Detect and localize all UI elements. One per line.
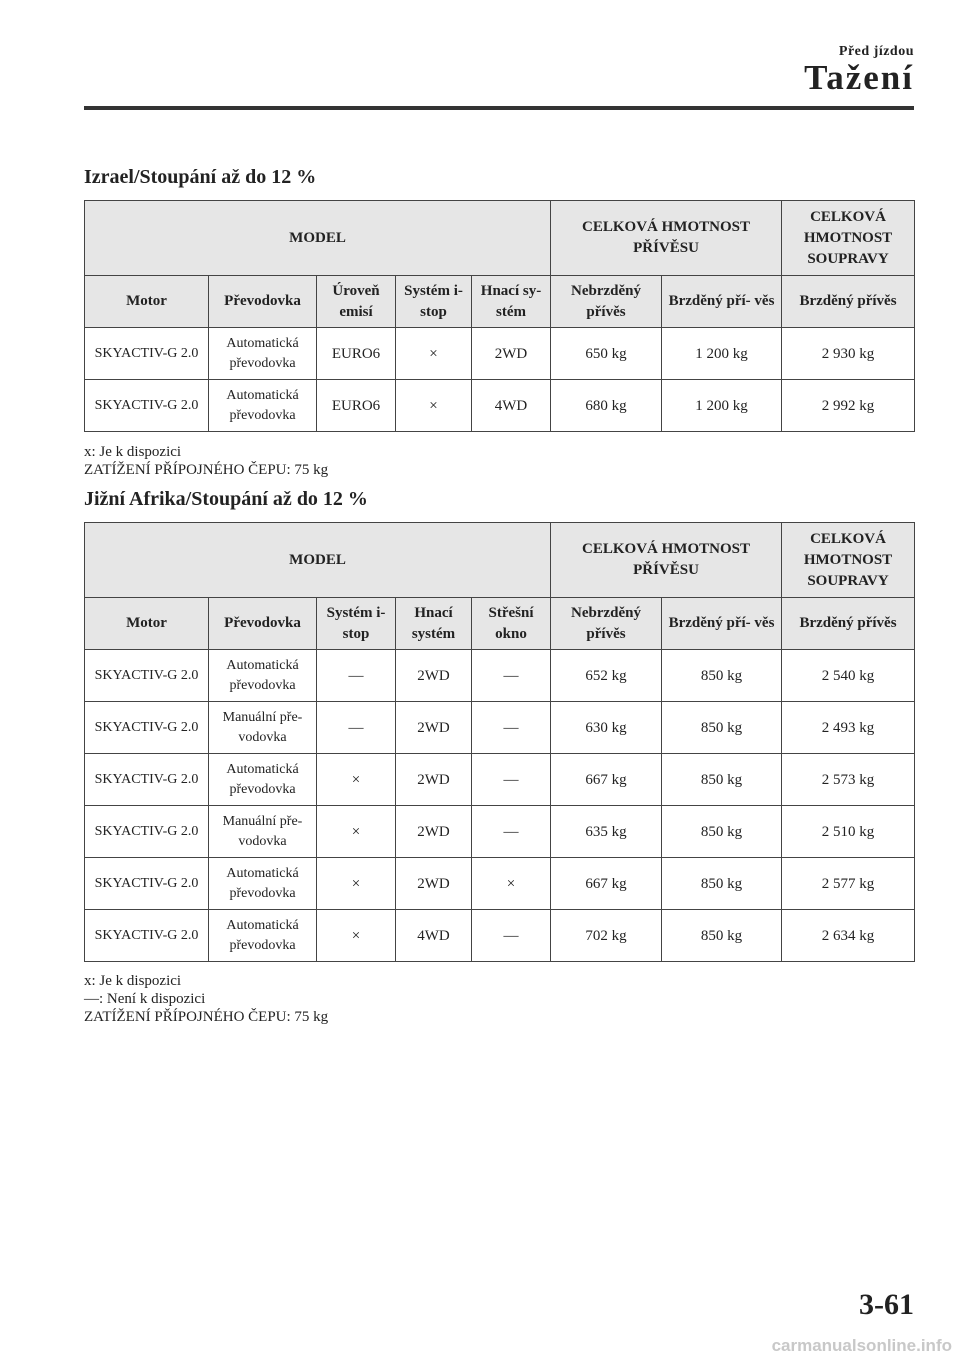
table-row (85, 380, 915, 432)
trailer-weight-group-header: CELKOVÁ HMOTNOST PŘÍVĚSU (551, 201, 782, 276)
table-cell: SKYACTIV-G 2.0 (85, 754, 209, 806)
table-cell: 850 kg (662, 910, 782, 962)
table-cell: 667 kg (551, 858, 662, 910)
table-cell: EURO6 (317, 328, 396, 380)
table-cell: 2 992 kg (782, 380, 915, 432)
table-cell: 2WD (472, 328, 551, 380)
table2-column-header-row (85, 598, 915, 650)
table-cell: 2WD (396, 858, 472, 910)
south-africa-towing-table (84, 522, 915, 962)
table-cell: 2 510 kg (782, 806, 915, 858)
table-row (85, 328, 915, 380)
table-cell: × (317, 754, 396, 806)
watermark-link[interactable]: carmanualsonline.info (771, 1336, 952, 1355)
table-cell: 2WD (396, 650, 472, 702)
column-header: Motor (85, 598, 209, 650)
table-cell: 635 kg (551, 806, 662, 858)
table-cell: SKYACTIV-G 2.0 (85, 806, 209, 858)
trailer-weight-group-header: CELKOVÁ HMOTNOST PŘÍVĚSU (551, 523, 782, 598)
table1-notes (84, 443, 328, 479)
table-cell: 2 540 kg (782, 650, 915, 702)
table-row (85, 806, 915, 858)
table-cell: Automatická převodovka (209, 380, 317, 432)
table1-column-header-row (85, 276, 915, 328)
table-cell: 630 kg (551, 702, 662, 754)
table-cell: 2 930 kg (782, 328, 915, 380)
table-cell: 850 kg (662, 754, 782, 806)
table-cell: ― (472, 650, 551, 702)
table2-group-header-row (85, 523, 915, 598)
combination-weight-group-header: CELKOVÁ HMOTNOST SOUPRAVY (782, 523, 915, 598)
table-row (85, 754, 915, 806)
column-header: Nebrzděný přívěs (551, 598, 662, 650)
table-cell: 2WD (396, 702, 472, 754)
table-cell: × (317, 806, 396, 858)
table-cell: 2 634 kg (782, 910, 915, 962)
table1-heading: Izrael/Stoupání až do 12 % (84, 166, 317, 188)
table-cell: ― (472, 910, 551, 962)
note-line: x: Je k dispozici (84, 444, 182, 460)
header-divider (84, 106, 914, 110)
column-header: Brzděný pří- věs (662, 598, 782, 650)
column-header: Úroveň emisí (317, 276, 396, 328)
note-line: ZATÍŽENÍ PŘÍPOJNÉHO ČEPU: 75 kg (84, 462, 329, 478)
note-line: ―: Není k dispozici (84, 991, 206, 1007)
table-row (85, 858, 915, 910)
table-cell: Automatická převodovka (209, 858, 317, 910)
table1-group-header-row (85, 201, 915, 276)
table-cell: Manuální pře- vodovka (209, 806, 317, 858)
model-group-header: MODEL (85, 523, 551, 598)
column-header: Hnací sy- stém (472, 276, 551, 328)
table-cell: 652 kg (551, 650, 662, 702)
table-cell: 850 kg (662, 650, 782, 702)
table-cell: 680 kg (551, 380, 662, 432)
table2-heading: Jižní Afrika/Stoupání až do 12 % (84, 488, 368, 510)
table-cell: × (396, 328, 472, 380)
table-cell: 667 kg (551, 754, 662, 806)
table-row (85, 702, 915, 754)
table-cell: ― (317, 650, 396, 702)
column-header: Brzděný pří- věs (662, 276, 782, 328)
column-header: Nebrzděný přívěs (551, 276, 662, 328)
table-cell: 2WD (396, 754, 472, 806)
table-cell: 650 kg (551, 328, 662, 380)
table-cell: 850 kg (662, 806, 782, 858)
column-header: Střešní okno (472, 598, 551, 650)
table2-notes (84, 972, 328, 1026)
table-cell: SKYACTIV-G 2.0 (85, 380, 209, 432)
table-cell: 2 573 kg (782, 754, 915, 806)
column-header: Převodovka (209, 598, 317, 650)
table-cell: ― (317, 702, 396, 754)
table-cell: × (396, 380, 472, 432)
table-cell: Manuální pře- vodovka (209, 702, 317, 754)
table-cell: SKYACTIV-G 2.0 (85, 650, 209, 702)
column-header: Brzděný přívěs (782, 276, 915, 328)
table-cell: ― (472, 754, 551, 806)
column-header: Převodovka (209, 276, 317, 328)
table-cell: ― (472, 806, 551, 858)
table-cell: Automatická převodovka (209, 754, 317, 806)
model-group-header: MODEL (85, 201, 551, 276)
israel-towing-table (84, 200, 915, 432)
section-name: Před jízdou (838, 44, 914, 59)
column-header: Hnací systém (396, 598, 472, 650)
note-line: x: Je k dispozici (84, 973, 182, 989)
table-cell: EURO6 (317, 380, 396, 432)
table-cell: 1 200 kg (662, 328, 782, 380)
table-cell: 2 577 kg (782, 858, 915, 910)
table-cell: × (472, 858, 551, 910)
table-cell: 2 493 kg (782, 702, 915, 754)
page-title: Tažení (804, 58, 914, 97)
table-row (85, 650, 915, 702)
table-cell: SKYACTIV-G 2.0 (85, 328, 209, 380)
table-cell: × (317, 910, 396, 962)
table-cell: Automatická převodovka (209, 910, 317, 962)
table-cell: SKYACTIV-G 2.0 (85, 702, 209, 754)
combination-weight-group-header: CELKOVÁ HMOTNOST SOUPRAVY (782, 201, 915, 276)
table-cell: 850 kg (662, 858, 782, 910)
page-number: 3-61 (859, 1288, 914, 1321)
note-line: ZATÍŽENÍ PŘÍPOJNÉHO ČEPU: 75 kg (84, 1009, 329, 1025)
table-cell: 850 kg (662, 702, 782, 754)
table-cell: SKYACTIV-G 2.0 (85, 910, 209, 962)
table-cell: SKYACTIV-G 2.0 (85, 858, 209, 910)
column-header: Brzděný přívěs (782, 598, 915, 650)
column-header: Motor (85, 276, 209, 328)
table-cell: ― (472, 702, 551, 754)
table-row (85, 910, 915, 962)
table-cell: 1 200 kg (662, 380, 782, 432)
table-cell: Automatická převodovka (209, 328, 317, 380)
column-header: Systém i-stop (317, 598, 396, 650)
table-cell: 4WD (396, 910, 472, 962)
table-cell: 4WD (472, 380, 551, 432)
table-cell: × (317, 858, 396, 910)
table-cell: Automatická převodovka (209, 650, 317, 702)
table-cell: 2WD (396, 806, 472, 858)
table-cell: 702 kg (551, 910, 662, 962)
column-header: Systém i-stop (396, 276, 472, 328)
